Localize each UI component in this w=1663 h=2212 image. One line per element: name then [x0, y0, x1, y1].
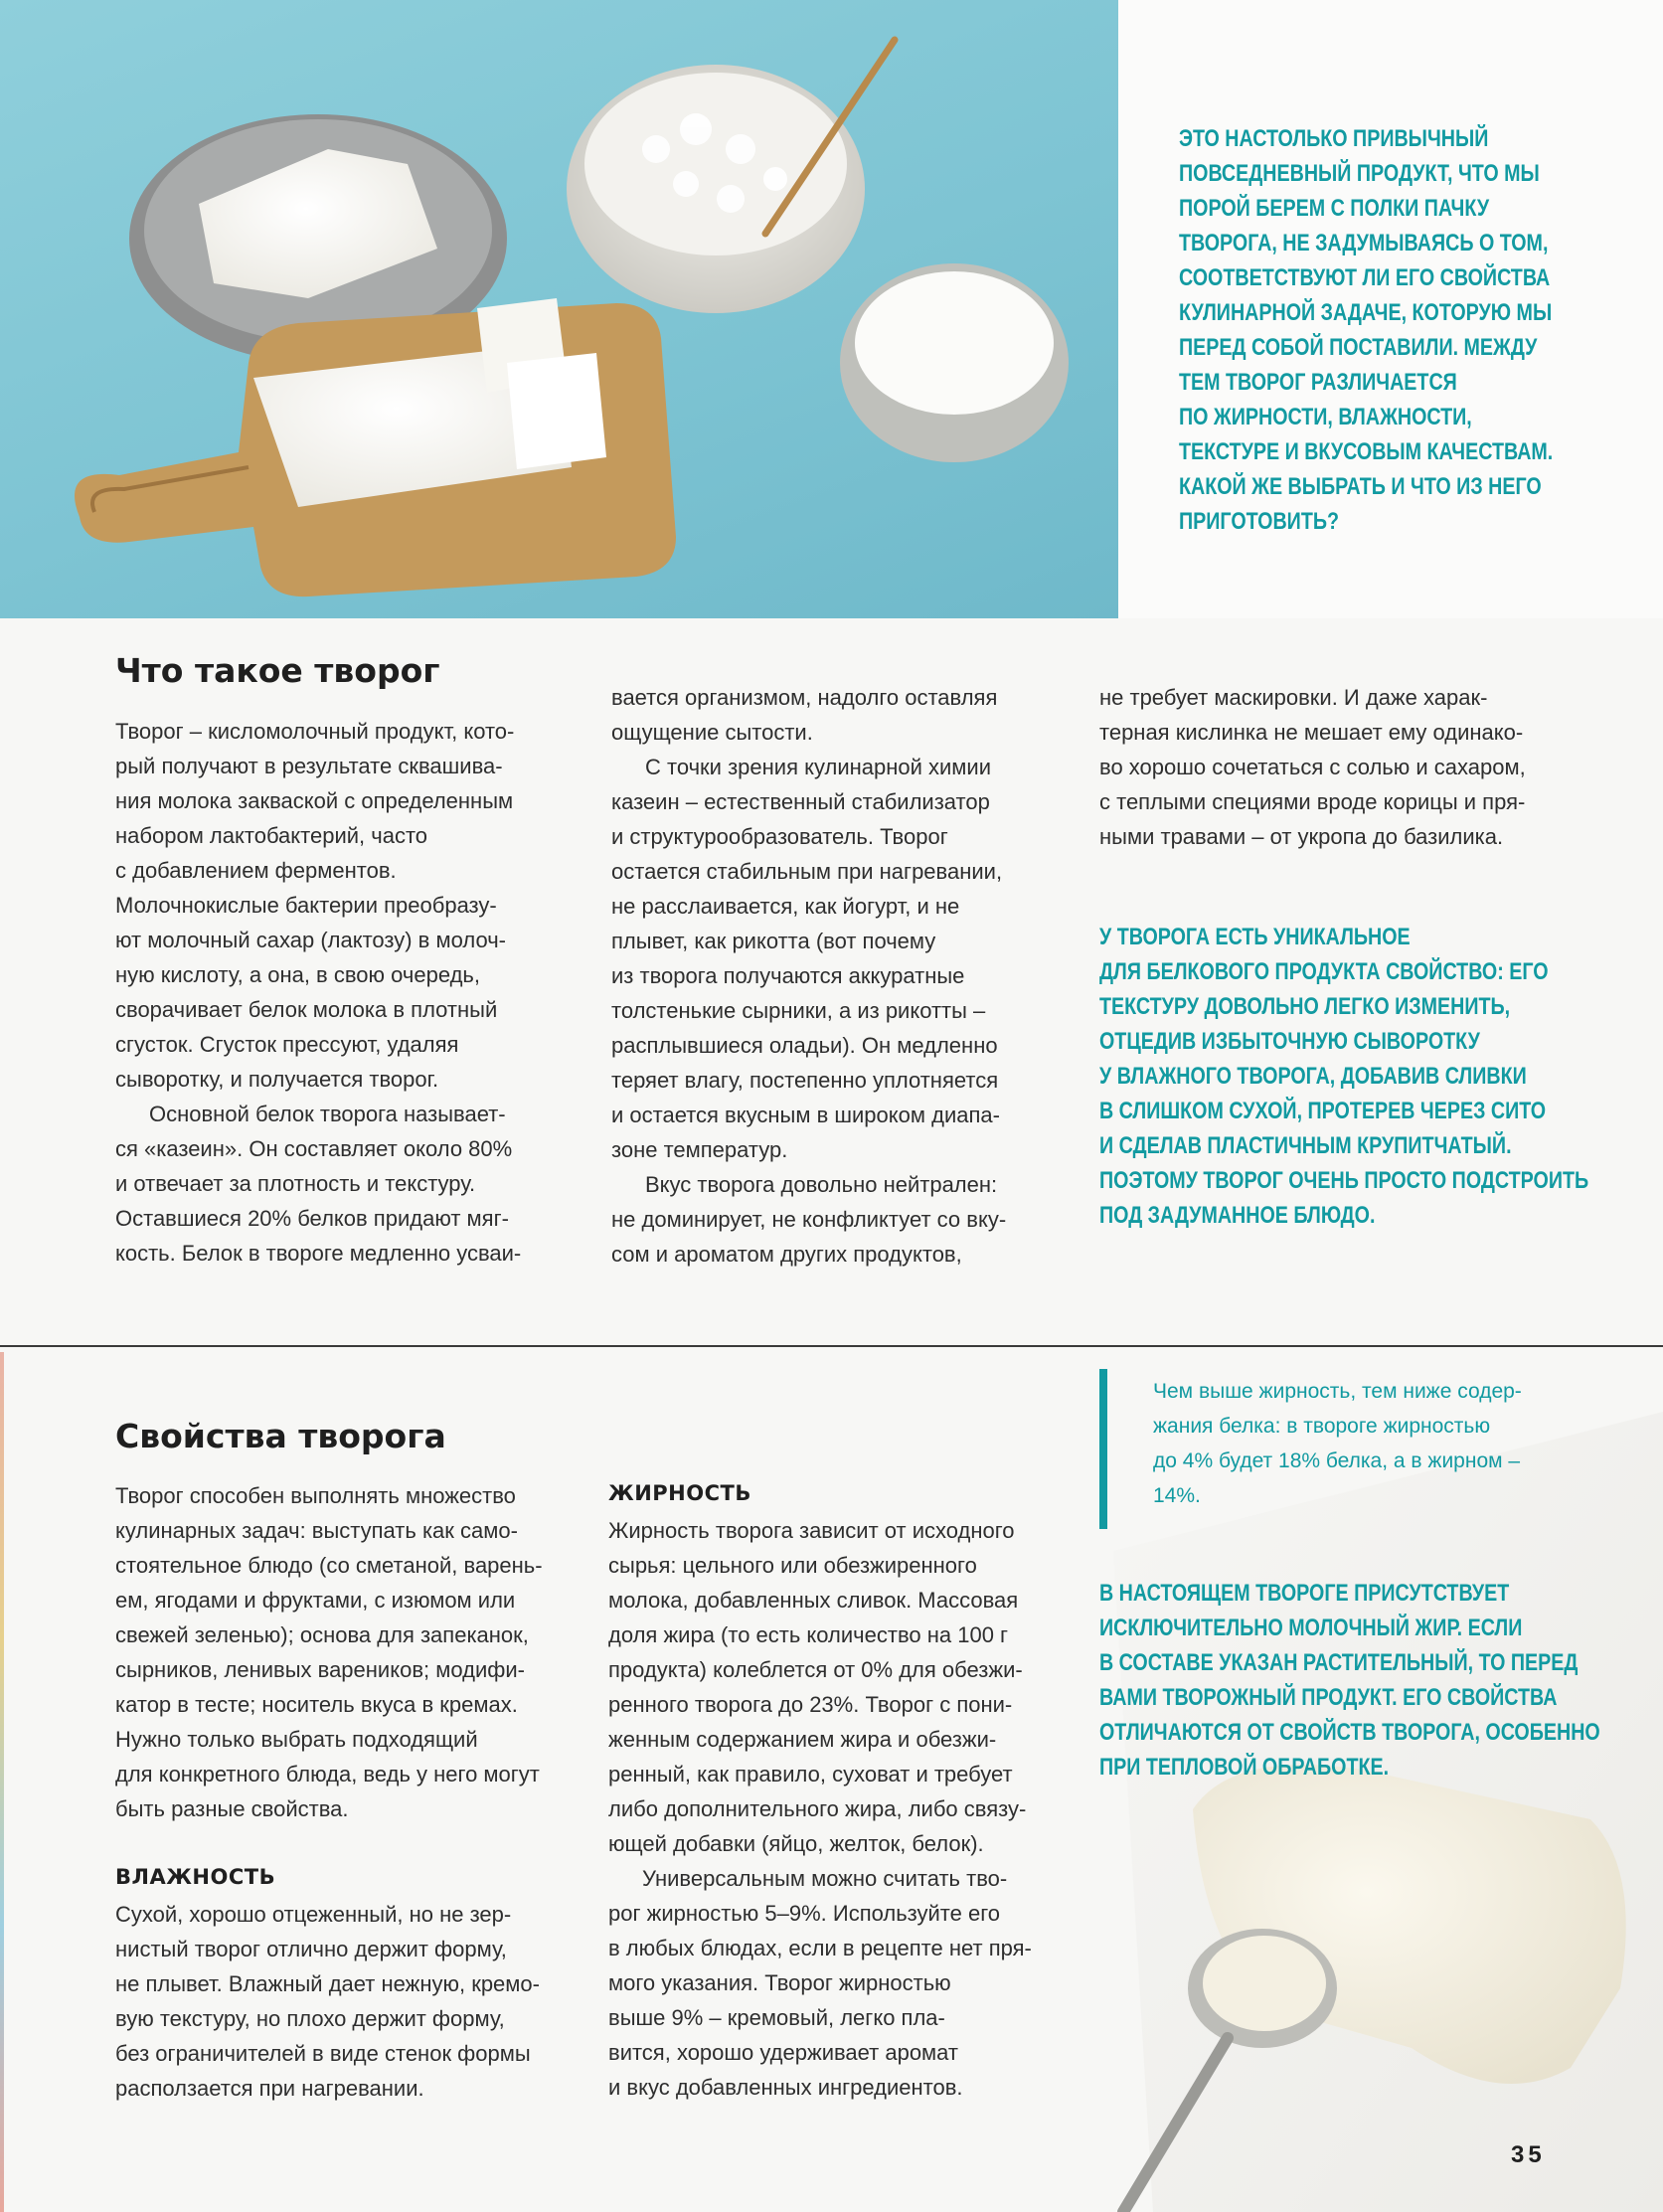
- callout-line: У ВЛАЖНОГО ТВОРОГА, ДОБАВИВ СЛИВКИ: [1099, 1063, 1527, 1090]
- text-line: вается организмом, надолго оставляя: [611, 685, 998, 710]
- text-line: вится, хорошо удерживает аромат: [608, 2040, 959, 2065]
- section1-column-3: [1099, 680, 1596, 854]
- text-line: с добавлением ферментов.: [115, 858, 397, 883]
- moisture-paragraph: [115, 1897, 573, 2106]
- text-line: молока, добавленных сливок. Массовая: [608, 1588, 1019, 1613]
- callout-line: ДЛЯ БЕЛКОВОГО ПРОДУКТА СВОЙСТВО: ЕГО: [1099, 958, 1549, 985]
- text-line: и вкус добавленных ингредиентов.: [608, 2075, 963, 2100]
- text-line: либо дополнительного жира, либо связу-: [608, 1796, 1027, 1821]
- lead-line: ТЕМ ТВОРОГ РАЗЛИЧАЕТСЯ: [1179, 369, 1457, 396]
- lead-line: КАКОЙ ЖЕ ВЫБРАТЬ И ЧТО ИЗ НЕГО: [1179, 473, 1542, 500]
- text-line: без ограничителей в виде стенок формы: [115, 2041, 531, 2066]
- lead-line: ПРИГОТОВИТЬ?: [1179, 508, 1340, 535]
- text-line: сворачивает белок молока в плотный: [115, 997, 498, 1022]
- fat-subheading: ЖИРНОСТЬ: [608, 1481, 751, 1505]
- lead-line: ПОВСЕДНЕВНЫЙ ПРОДУКТ, ЧТО МЫ: [1179, 160, 1540, 187]
- text-line: продукта) колеблется от 0% для обезжи-: [608, 1657, 1023, 1682]
- text-line: С точки зрения кулинарной химии: [645, 755, 992, 779]
- text-line: сырья: цельного или обезжиренного: [608, 1553, 977, 1578]
- text-line: сом и ароматом других продуктов,: [611, 1242, 962, 1267]
- callout-line: ПОД ЗАДУМАННОЕ БЛЮДО.: [1099, 1202, 1376, 1229]
- text-line: и отвечает за плотность и текстуру.: [115, 1171, 476, 1196]
- hero-illustration: [0, 0, 1118, 618]
- lead-line: ТЕКСТУРЕ И ВКУСОВЫМ КАЧЕСТВАМ.: [1179, 438, 1554, 465]
- text-line: в любых блюдах, если в рецепте нет пря-: [608, 1936, 1032, 1960]
- text-line: Основной белок творога называет-: [149, 1102, 506, 1126]
- moisture-subheading: ВЛАЖНОСТЬ: [115, 1865, 276, 1889]
- text-line: не плывет. Влажный дает нежную, кремо-: [115, 1971, 540, 1996]
- text-line: сырников, ленивых вареников; модифи-: [115, 1657, 525, 1682]
- callout-line: ПОЭТОМУ ТВОРОГ ОЧЕНЬ ПРОСТО ПОДСТРОИТЬ: [1099, 1167, 1589, 1194]
- text-line: стоятельное блюдо (со сметаной, варень-: [115, 1553, 543, 1578]
- lead-line: СООТВЕТСТВУЮТ ЛИ ЕГО СВОЙСТВА: [1179, 264, 1551, 291]
- text-line: катор в тесте; носитель вкуса в кремах.: [115, 1692, 518, 1717]
- page-edge-stripe: [0, 1352, 4, 2212]
- text-line: рог жирностью 5–9%. Используйте его: [608, 1901, 1000, 1926]
- text-line: Вкус творога довольно нейтрален:: [645, 1172, 998, 1197]
- text-line: расплывшиеся оладьи). Он медленно: [611, 1033, 998, 1058]
- text-line: набором лактобактерий, часто: [115, 823, 428, 848]
- lead-line: ПО ЖИРНОСТИ, ВЛАЖНОСТИ,: [1179, 404, 1472, 430]
- text-line: ем, ягодами и фруктами, с изюмом или: [115, 1588, 516, 1613]
- callout-line: В СЛИШКОМ СУХОЙ, ПРОТЕРЕВ ЧЕРЕЗ СИТО: [1099, 1098, 1547, 1124]
- quote-line: до 4% будет 18% белка, а в жирном –: [1153, 1449, 1521, 1472]
- fat-paragraph: [608, 1513, 1076, 2105]
- text-line: кулинарных задач: выступать как само-: [115, 1518, 518, 1543]
- text-line: женным содержанием жира и обезжи-: [608, 1727, 997, 1752]
- callout-line: В СОСТАВЕ УКАЗАН РАСТИТЕЛЬНЫЙ, ТО ПЕРЕД: [1099, 1649, 1579, 1676]
- text-line: рый получают в результате сквашива-: [115, 754, 503, 778]
- text-line: сгусток. Сгусток прессуют, удаляя: [115, 1032, 459, 1057]
- text-line: Творог способен выполнять множество: [115, 1483, 516, 1508]
- section1-callout: [1099, 920, 1621, 1233]
- callout-line: ТЕКСТУРУ ДОВОЛЬНО ЛЕГКО ИЗМЕНИТЬ,: [1099, 993, 1511, 1020]
- callout-line: ПРИ ТЕПЛОВОЙ ОБРАБОТКЕ.: [1099, 1754, 1390, 1781]
- quote-bar: [1099, 1369, 1107, 1529]
- text-line: ными травами – от укропа до базилика.: [1099, 824, 1504, 849]
- section1-column-2: [611, 680, 1069, 1272]
- text-line: Сухой, хорошо отцеженный, но не зер-: [115, 1902, 512, 1927]
- text-line: свежей зеленью); основа для запеканок,: [115, 1622, 529, 1647]
- lead-line: ТВОРОГА, НЕ ЗАДУМЫВАЯСЬ О ТОМ,: [1179, 230, 1549, 256]
- text-line: ния молока закваской с определенным: [115, 788, 514, 813]
- callout-line: И СДЕЛАВ ПЛАСТИЧНЫМ КРУПИТЧАТЫЙ.: [1099, 1132, 1512, 1159]
- text-line: нистый творог отлично держит форму,: [115, 1937, 507, 1961]
- text-line: не требует маскировки. И даже харак-: [1099, 685, 1488, 710]
- text-line: зоне температур.: [611, 1137, 788, 1162]
- lead-line: ПЕРЕД СОБОЙ ПОСТАВИЛИ. МЕЖДУ: [1179, 334, 1538, 361]
- text-line: ренный, как правило, суховат и требует: [608, 1762, 1013, 1787]
- text-line: и структурообразователь. Творог: [611, 824, 948, 849]
- text-line: ренного творога до 23%. Творог с пони-: [608, 1692, 1013, 1717]
- text-line: ную кислоту, а она, в свою очередь,: [115, 962, 480, 987]
- text-line: Молочнокислые бактерии преобразу-: [115, 893, 497, 918]
- text-line: казеин – естественный стабилизатор: [611, 789, 990, 814]
- text-line: толстенькие сырники, а из рикотты –: [611, 998, 986, 1023]
- lead-paragraph: [1179, 121, 1611, 539]
- text-line: кость. Белок в твороге медленно усваи-: [115, 1241, 522, 1266]
- text-line: расползается при нагревании.: [115, 2076, 424, 2101]
- text-line: ющей добавки (яйцо, желток, белок).: [608, 1831, 984, 1856]
- text-line: не доминирует, не конфликтует со вку-: [611, 1207, 1007, 1232]
- text-line: быть разные свойства.: [115, 1796, 349, 1821]
- quote-line: Чем выше жирность, тем ниже содер-: [1153, 1380, 1522, 1403]
- text-line: Нужно только выбрать подходящий: [115, 1727, 478, 1752]
- section-title: Что такое творог: [115, 651, 440, 690]
- lead-line: ПОРОЙ БЕРЕМ С ПОЛКИ ПАЧКУ: [1179, 195, 1490, 222]
- text-line: Творог – кисломолочный продукт, кото-: [115, 719, 515, 744]
- text-line: остается стабильным при нагревании,: [611, 859, 1003, 884]
- text-line: вую текстуру, но плохо держит форму,: [115, 2006, 505, 2031]
- quote-line: 14%.: [1153, 1484, 1201, 1507]
- section1-column-1: [115, 714, 573, 1271]
- page-number: 35: [1511, 2141, 1546, 2168]
- callout-line: ОТЦЕДИВ ИЗБЫТОЧНУЮ СЫВОРОТКУ: [1099, 1028, 1480, 1055]
- text-line: выше 9% – кремовый, легко пла-: [608, 2005, 945, 2030]
- text-line: ют молочный сахар (лактозу) в молоч-: [115, 928, 506, 952]
- text-line: и остается вкусным в широком диапа-: [611, 1103, 1000, 1127]
- text-line: доля жира (то есть количество на 100 г: [608, 1622, 1009, 1647]
- section-divider: [0, 1345, 1663, 1347]
- quote-line: жания белка: в твороге жирностью: [1153, 1415, 1491, 1438]
- text-line: Жирность творога зависит от исходного: [608, 1518, 1015, 1543]
- text-line: теряет влагу, постепенно уплотняется: [611, 1068, 999, 1093]
- callout-line: В НАСТОЯЩЕМ ТВОРОГЕ ПРИСУТСТВУЕТ: [1099, 1580, 1510, 1607]
- section-title: Свойства творога: [115, 1417, 446, 1455]
- callout-line: У ТВОРОГА ЕСТЬ УНИКАЛЬНОЕ: [1099, 924, 1411, 950]
- text-line: с теплыми специями вроде корицы и пря-: [1099, 789, 1526, 814]
- section2-intro: [115, 1478, 573, 1826]
- hero-photo: [0, 0, 1118, 618]
- lead-line: КУЛИНАРНОЙ ЗАДАЧЕ, КОТОРУЮ МЫ: [1179, 299, 1553, 326]
- text-line: не расслаивается, как йогурт, и не: [611, 894, 960, 919]
- text-line: плывет, как рикотта (вот почему: [611, 929, 936, 953]
- lead-line: ЭТО НАСТОЛЬКО ПРИВЫЧНЫЙ: [1179, 125, 1489, 152]
- pull-quote: [1153, 1374, 1571, 1513]
- text-line: для конкретного блюда, ведь у него могут: [115, 1762, 540, 1787]
- text-line: сыворотку, и получается творог.: [115, 1067, 439, 1092]
- text-line: Оставшиеся 20% белков придают мяг-: [115, 1206, 509, 1231]
- callout-line: ОТЛИЧАЮТСЯ ОТ СВОЙСТВ ТВОРОГА, ОСОБЕННО: [1099, 1719, 1600, 1746]
- section2-callout: [1099, 1576, 1621, 1785]
- text-line: ся «казеин». Он составляет около 80%: [115, 1136, 513, 1161]
- text-line: Универсальным можно считать тво-: [642, 1866, 1008, 1891]
- callout-line: ВАМИ ТВОРОЖНЫЙ ПРОДУКТ. ЕГО СВОЙСТВА: [1099, 1684, 1558, 1711]
- text-line: мого указания. Творог жирностью: [608, 1970, 951, 1995]
- text-line: терная кислинка не мешает ему одинако-: [1099, 720, 1524, 745]
- text-line: ощущение сытости.: [611, 720, 813, 745]
- text-line: из творога получаются аккуратные: [611, 963, 965, 988]
- text-line: во хорошо сочетаться с солью и сахаром,: [1099, 755, 1526, 779]
- callout-line: ИСКЛЮЧИТЕЛЬНО МОЛОЧНЫЙ ЖИР. ЕСЛИ: [1099, 1615, 1523, 1641]
